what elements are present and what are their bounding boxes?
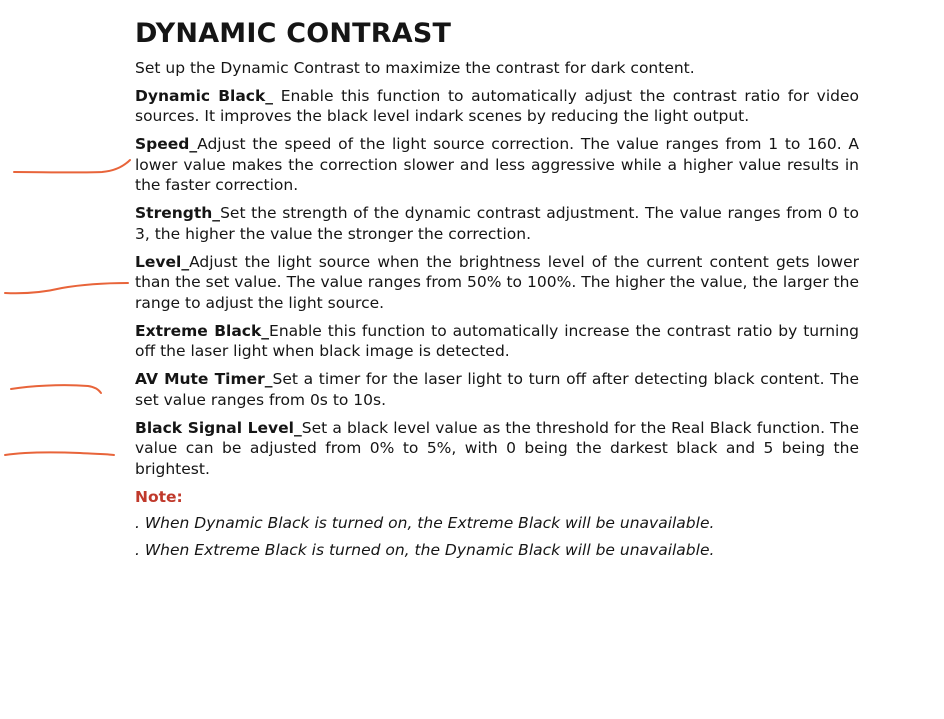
item-term: Dynamic Black_ [135, 86, 274, 105]
item-term: Level_ [135, 252, 190, 271]
intro-text: Set up the Dynamic Contrast to maximize the contrast for dark content. [135, 59, 695, 77]
document-page [135, 18, 859, 566]
annotation-stroke-level [5, 283, 128, 293]
annotation-stroke-black-signal [5, 452, 114, 455]
item-text: Set a black level value as the threshold for the Real Black function. The value can be adjusted from 0% to 5%, with 0 being the darkest black and 5 being the brightest. [135, 418, 859, 478]
item-text: Adjust the speed of the light source correction. The value ranges from 1 to 160. A lower value makes the correction slower and less aggressive while a higher value results in the faster correction. [135, 135, 859, 194]
item-text: Enable this function to automatically adjust the contrast ratio for video sources. It improves the black level indark scenes by reducing the light output. [135, 86, 859, 125]
note-item: . When Dynamic Black is turned on, the Extreme Black will be unavailable. [135, 514, 715, 532]
item-dynamic-black [135, 86, 859, 127]
note-item: . When Extreme Black is turned on, the Dynamic Black will be unavailable. [135, 540, 715, 559]
note-label: Note: [135, 487, 183, 506]
item-av-mute-timer [135, 369, 859, 410]
item-term: Speed_ [135, 135, 198, 153]
item-speed [135, 134, 859, 196]
item-term: Extreme Black_ [135, 321, 270, 340]
annotation-stroke-speed [14, 160, 130, 172]
item-text: Enable this function to automatically increase the contrast ratio by turning off the laser light when black image is detected. [135, 321, 859, 360]
item-text: Adjust the light source when the brightness level of the current content gets lower than the set value. The value ranges from 50% to 100%. The higher the value, the larger the range to adjust the light source. [135, 252, 859, 312]
item-strength [135, 203, 859, 244]
item-level [135, 252, 859, 314]
item-term: Strength_ [135, 204, 221, 222]
item-black-signal-level [135, 418, 859, 480]
item-text: Set the strength of the dynamic contrast adjustment. The value ranges from 0 to 3, the higher the value the stronger the correction. [135, 204, 859, 243]
item-term: AV Mute Timer_ [135, 370, 273, 388]
item-extreme-black [135, 321, 859, 362]
page-title: DYNAMIC CONTRAST [135, 18, 452, 49]
item-term: Black Signal Level_ [135, 418, 302, 437]
annotation-stroke-av-mute [11, 385, 101, 393]
item-text: Set a timer for the laser light to turn off after detecting black content. The set value ranges from 0s to 10s. [135, 370, 859, 409]
